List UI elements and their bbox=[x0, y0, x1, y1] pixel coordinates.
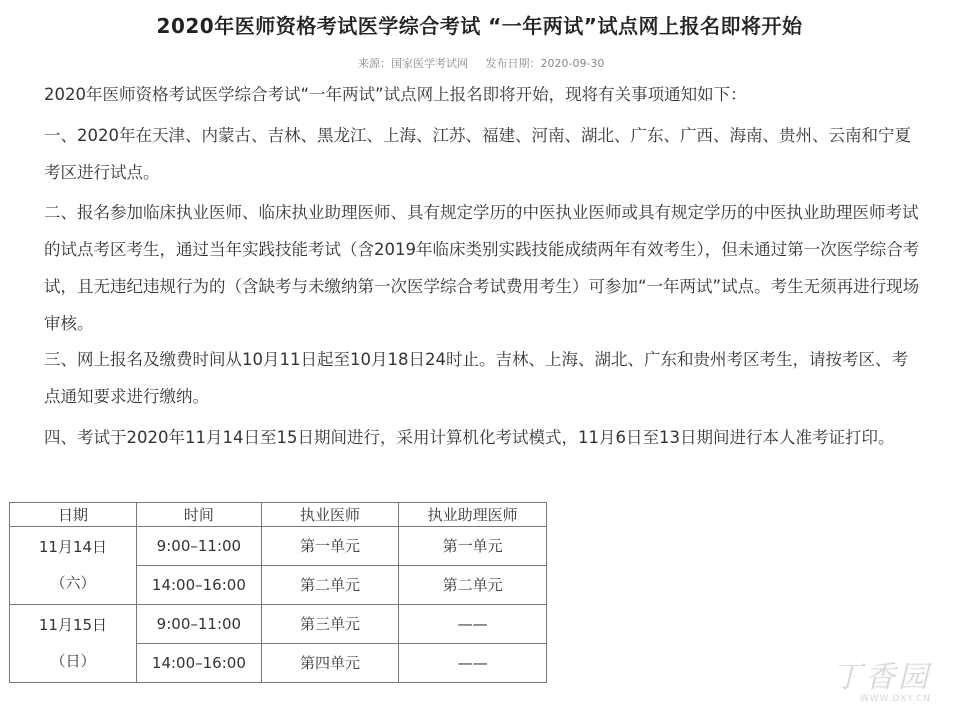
date-label: 11月14日 bbox=[38, 538, 108, 557]
exam-schedule-table bbox=[9, 502, 547, 683]
physician-unit-cell: 第一单元 bbox=[261, 526, 398, 565]
item-4-paragraph: 四、考试于2020年11月14日至15日期间进行，采用计算机化考试模式，11月6日至13日期间进行本人准考证打印。 bbox=[44, 428, 895, 447]
physician-unit-cell: 第二单元 bbox=[261, 565, 398, 604]
article-source: 来源：国家医学考试网 bbox=[358, 57, 468, 70]
time-cell: 9:00–11:00 bbox=[136, 526, 261, 565]
header-physician: 执业医师 bbox=[261, 503, 398, 527]
table-row bbox=[10, 526, 547, 565]
item-3-paragraph: 三、网上报名及缴费时间从10月11日起至10月18日24时止。吉林、上海、湖北、广东和贵州考区考生，请按考区、考点通知要求进行缴纳。 bbox=[44, 350, 908, 406]
physician-unit-cell: 第三单元 bbox=[261, 604, 398, 643]
article-date: 发布日期：2020-09-30 bbox=[485, 57, 605, 70]
watermark-logo: 丁香园 bbox=[832, 660, 931, 695]
assistant-unit-cell: 第二单元 bbox=[399, 565, 547, 604]
time-cell: 9:00–11:00 bbox=[136, 604, 261, 643]
article-meta bbox=[358, 55, 604, 71]
time-cell: 14:00–16:00 bbox=[136, 643, 261, 682]
time-cell: 14:00–16:00 bbox=[136, 565, 261, 604]
item-2-paragraph: 二、报名参加临床执业医师、临床执业助理医师、具有规定学历的中医执业医师或具有规定学历的中医执业助理医师考试的试点考区考生，通过当年实践技能考试（含2019年临床类别实践技能成绩两年有效考生），但未通过第一次医学综合考试，且无违纪违规行为的（含缺考与未缴纳第一次医学综合考试费用考生）可参加“一年两试”试点。考生无须再进行现场审核。 bbox=[44, 203, 920, 333]
assistant-unit-cell: 第一单元 bbox=[399, 526, 547, 565]
watermark-url: WWW.DXY.CN bbox=[859, 694, 931, 704]
date-cell bbox=[10, 604, 137, 682]
table-row bbox=[10, 604, 547, 643]
weekday-label: （六） bbox=[50, 574, 96, 593]
physician-unit-cell: 第四单元 bbox=[261, 643, 398, 682]
assistant-unit-cell: —— bbox=[399, 604, 547, 643]
weekday-label: （日） bbox=[50, 652, 96, 671]
article-title: 2020年医师资格考试医学综合考试 “一年两试”试点网上报名即将开始 bbox=[156, 14, 803, 38]
header-date: 日期 bbox=[10, 503, 137, 527]
item-1-paragraph: 一、2020年在天津、内蒙古、吉林、黑龙江、上海、江苏、福建、河南、湖北、广东、广西、海南、贵州、云南和宁夏考区进行试点。 bbox=[44, 126, 911, 182]
intro-paragraph: 2020年医师资格考试医学综合考试“一年两试”试点网上报名即将开始，现将有关事项通知如下： bbox=[44, 85, 747, 104]
date-cell bbox=[10, 526, 137, 604]
header-assistant-physician: 执业助理医师 bbox=[399, 503, 547, 527]
assistant-unit-cell: —— bbox=[399, 643, 547, 682]
date-label: 11月15日 bbox=[38, 616, 108, 635]
dxy-watermark bbox=[832, 652, 931, 704]
header-time: 时间 bbox=[136, 503, 261, 527]
table-header-row bbox=[10, 503, 547, 527]
